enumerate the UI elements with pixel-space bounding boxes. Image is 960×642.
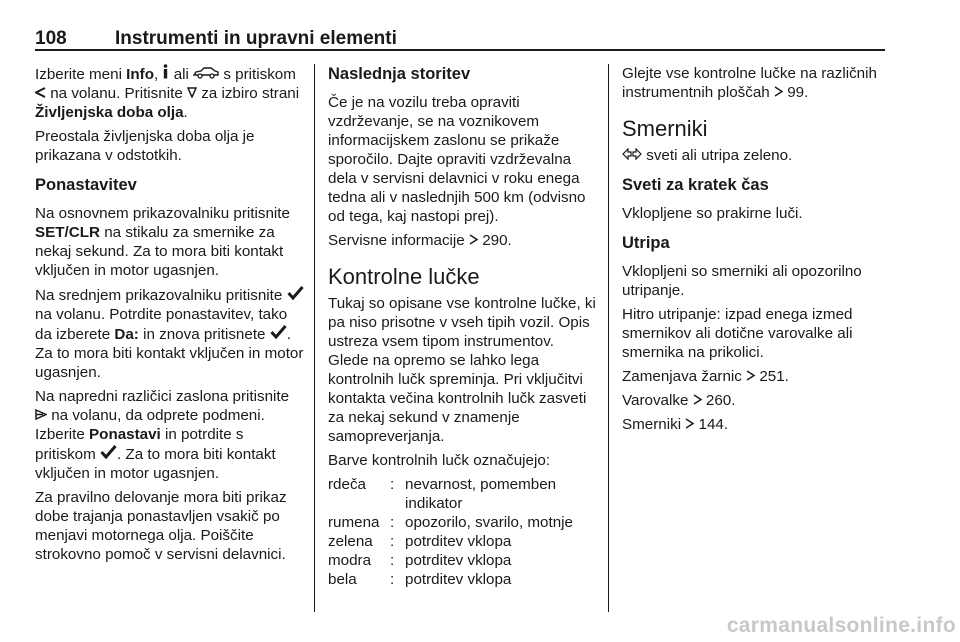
page-reference-icon <box>693 394 702 405</box>
table-row: modra : potrditev vklopa <box>328 552 512 569</box>
paragraph: Hitro utripanje: izpad enega izmed smernikov ali dotične varovalke ali smernika na prikolici. <box>622 306 853 361</box>
page-reference[interactable]: 99 <box>787 84 805 101</box>
paragraph: Na srednjem prikazovalniku pritisnite na volanu. Potrdite ponastavitev, tako da izberete Da: in znova pritisnete . Za to mora biti kontakt vključen in motor ugasnjen. <box>35 287 304 381</box>
section-heading-blinking: Utripa <box>622 234 670 252</box>
paragraph: sveti ali utripa zeleno. <box>622 146 892 165</box>
page-reference[interactable]: 144 <box>698 416 724 433</box>
section-heading-turn-signals: Smerniki <box>622 116 708 141</box>
left-arrow-icon <box>35 87 46 98</box>
paragraph: Izberite meni Info, ali s pritiskom na volanu. Pritisnite za izbiro strani Življenjska doba olja. <box>35 66 300 121</box>
checkmark-icon <box>270 324 287 339</box>
turn-signal-icon <box>622 148 642 160</box>
page-title: Instrumenti in upravni elementi <box>115 28 397 49</box>
paragraph: Smerniki 144. <box>622 416 729 433</box>
page-reference[interactable]: 251 <box>759 368 785 385</box>
paragraph: Na napredni različici zaslona pritisnite na volanu, da odprete podmeni. Izberite Ponastavi in potrdite s pritiskom . Za to mora biti kontakt vključen in motor ugasnjen. <box>35 388 290 482</box>
checkmark-icon <box>287 285 304 300</box>
section-heading-reset: Ponastavitev <box>35 176 137 194</box>
paragraph: Če je na vozilu treba opraviti vzdrževanje, se na voznikovem informacijskem zaslonu se prikaže sporočilo. Dajte opraviti vzdrževalna dela v servisni delavnici v roku enega tedna ali v naslednjih 500 km (odvisno od tega, kaj nastopi prej). <box>328 94 586 225</box>
paragraph: Preostala življenjska doba olja je prikazana v odstotkih. <box>35 128 255 164</box>
page-number: 108 <box>35 28 67 49</box>
paragraph: Tukaj so opisane vse kontrolne lučke, ki pa niso prisotne v vseh tipih vozil. Opis ustreza vsem tipom instrumentov. Glede na opremo se lahko lega kontrolnih lučk spreminja. Pri vključitvi kontakta večina kontrolnih lučk zasveti za nekaj sekund v znamenje samopreverjanja. <box>328 295 596 445</box>
paragraph: Vklopljene so prakirne luči. <box>622 205 803 222</box>
table-row: rdeča : nevarnost, pomemben indikator <box>328 476 557 512</box>
paragraph: Za pravilno delovanje mora biti prikaz dobe trajanja ponastavljen vsakič po menjavi motornega olja. Poiščite strokovno pomoč v servisni delavnici. <box>35 489 287 563</box>
watermark: carmanualsonline.info <box>726 614 956 637</box>
color-legend-table <box>328 475 593 589</box>
paragraph: Vklopljeni so smerniki ali opozorilno utripanje. <box>622 263 862 299</box>
page-reference[interactable]: 290 <box>482 232 508 249</box>
down-triangle-icon <box>187 87 197 98</box>
column-middle <box>328 64 598 589</box>
car-icon <box>193 66 219 79</box>
column-left <box>35 64 305 569</box>
header-rule <box>35 49 885 51</box>
table-row: bela : potrditev vklopa <box>328 571 512 588</box>
paragraph: Servisne informacije 290. <box>328 232 512 249</box>
column-divider <box>608 64 609 612</box>
paragraph: Glejte vse kontrolne lučke na različnih instrumentnih ploščah 99. <box>622 65 877 101</box>
paragraph: Zamenjava žarnic 251. <box>622 368 789 385</box>
page-reference[interactable]: 260 <box>705 392 732 409</box>
page-reference-icon <box>774 86 783 97</box>
section-heading-warning-lights: Kontrolne lučke <box>328 264 480 289</box>
checkmark-icon <box>100 444 117 459</box>
column-right <box>622 64 892 439</box>
page-reference-icon <box>469 234 478 245</box>
section-heading-next-service: Naslednja storitev <box>328 65 471 83</box>
page-reference-icon <box>746 370 755 381</box>
table-row: rumena : opozorilo, svarilo, motnje <box>328 514 573 531</box>
table-row: zelena : potrditev vklopa <box>328 533 512 550</box>
paragraph: Barve kontrolnih lučk označujejo: <box>328 452 551 469</box>
right-triangle-icon <box>35 409 47 420</box>
column-divider <box>314 64 315 612</box>
page-reference-icon <box>685 418 694 429</box>
section-heading-short-light: Sveti za kratek čas <box>622 176 769 194</box>
paragraph: Varovalke 260. <box>622 392 736 409</box>
paragraph: Na osnovnem prikazovalniku pritisnite SET/CLR na stikalu za smernike za nekaj sekund. Za to mora biti kontakt vključen in motor ugasnjen. <box>35 205 290 279</box>
